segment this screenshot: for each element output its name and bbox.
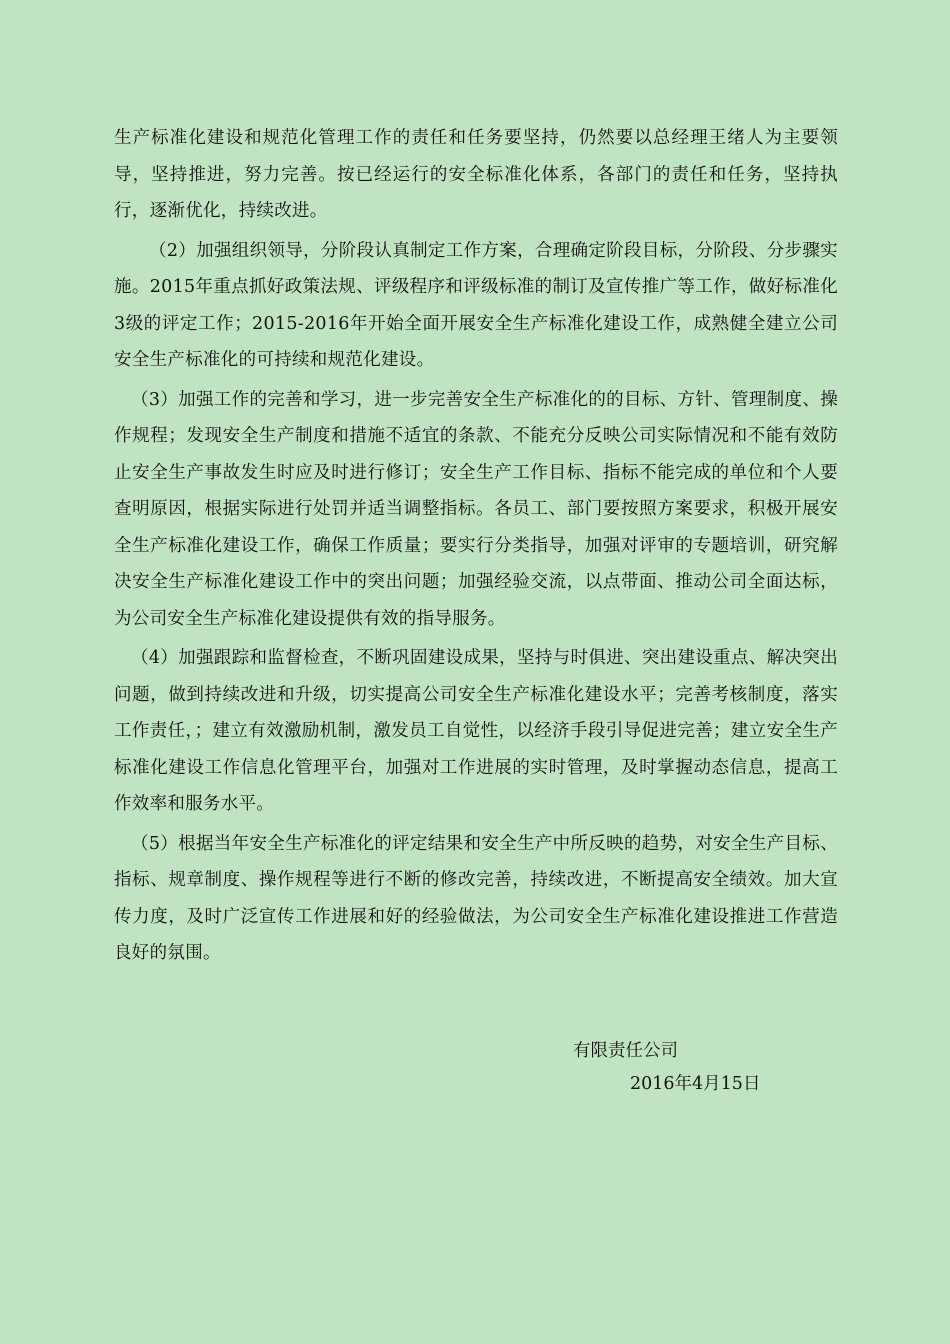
signature-date: 2016年4月15日 xyxy=(630,1074,761,1094)
paragraph-item-4: （4）加强跟踪和监督检查，不断巩固建设成果，坚持与时俱进、突出建设重点、解决突出问题，做到持续改进和升级，切实提高公司安全生产标准化建设水平；完善考核制度，落实工作责任，；建立有效激励机制，激发员工自觉性，以经济手段引导促进完善；建立安全生产标准化建设工作信息化管理平台，加强对工作进展的实时管理，及时掌握动态信息，提高工作效率和服务水平。 xyxy=(114,648,838,814)
paragraph-item-2: （2）加强组织领导，分阶段认真制定工作方案，合理确定阶段目标，分阶段、分步骤实施。2015年重点抓好政策法规、评级程序和评级标准的制订及宣传推广等工作，做好标准化3级的评定工作；2015-2016年开始全面开展安全生产标准化建设工作，成熟健全建立公司安全生产标准化的可持续和规范化建设。 xyxy=(114,240,838,370)
document-body xyxy=(114,120,838,975)
paragraph-item-3: （3）加强工作的完善和学习，进一步完善安全生产标准化的的目标、方针、管理制度、操作规程；发现安全生产制度和措施不适宜的条款、不能充分反映公司实际情况和不能有效防止安全生产事故发生时应及时进行修订；安全生产工作目标、指标不能完成的单位和个人要查明原因，根据实际进行处罚并适当调整指标。各员工、部门要按照方案要求，积极开展安全生产标准化建设工作，确保工作质量；要实行分类指导，加强对评审的专题培训，研究解决安全生产标准化建设工作中的突出问题；加强经验交流，以点带面、推动公司全面达标，为公司安全生产标准化建设提供有效的指导服务。 xyxy=(114,389,838,629)
paragraph-continuation: 生产标准化建设和规范化管理工作的责任和任务要坚持，仍然要以总经理王绪人为主要领导，坚持推进，努力完善。按已经运行的安全标准化体系，各部门的责任和任务，坚持执行，逐渐优化，持续改进。 xyxy=(114,128,838,221)
paragraph-item-5: （5）根据当年安全生产标准化的评定结果和安全生产中所反映的趋势，对安全生产目标、指标、规章制度、操作规程等进行不断的修改完善，持续改进，不断提高安全绩效。加大宣传力度，及时广泛宣传工作进展和好的经验做法，为公司安全生产标准化建设推进工作营造良好的氛围。 xyxy=(114,833,838,963)
signature-company: 有限责任公司 xyxy=(573,1041,678,1061)
